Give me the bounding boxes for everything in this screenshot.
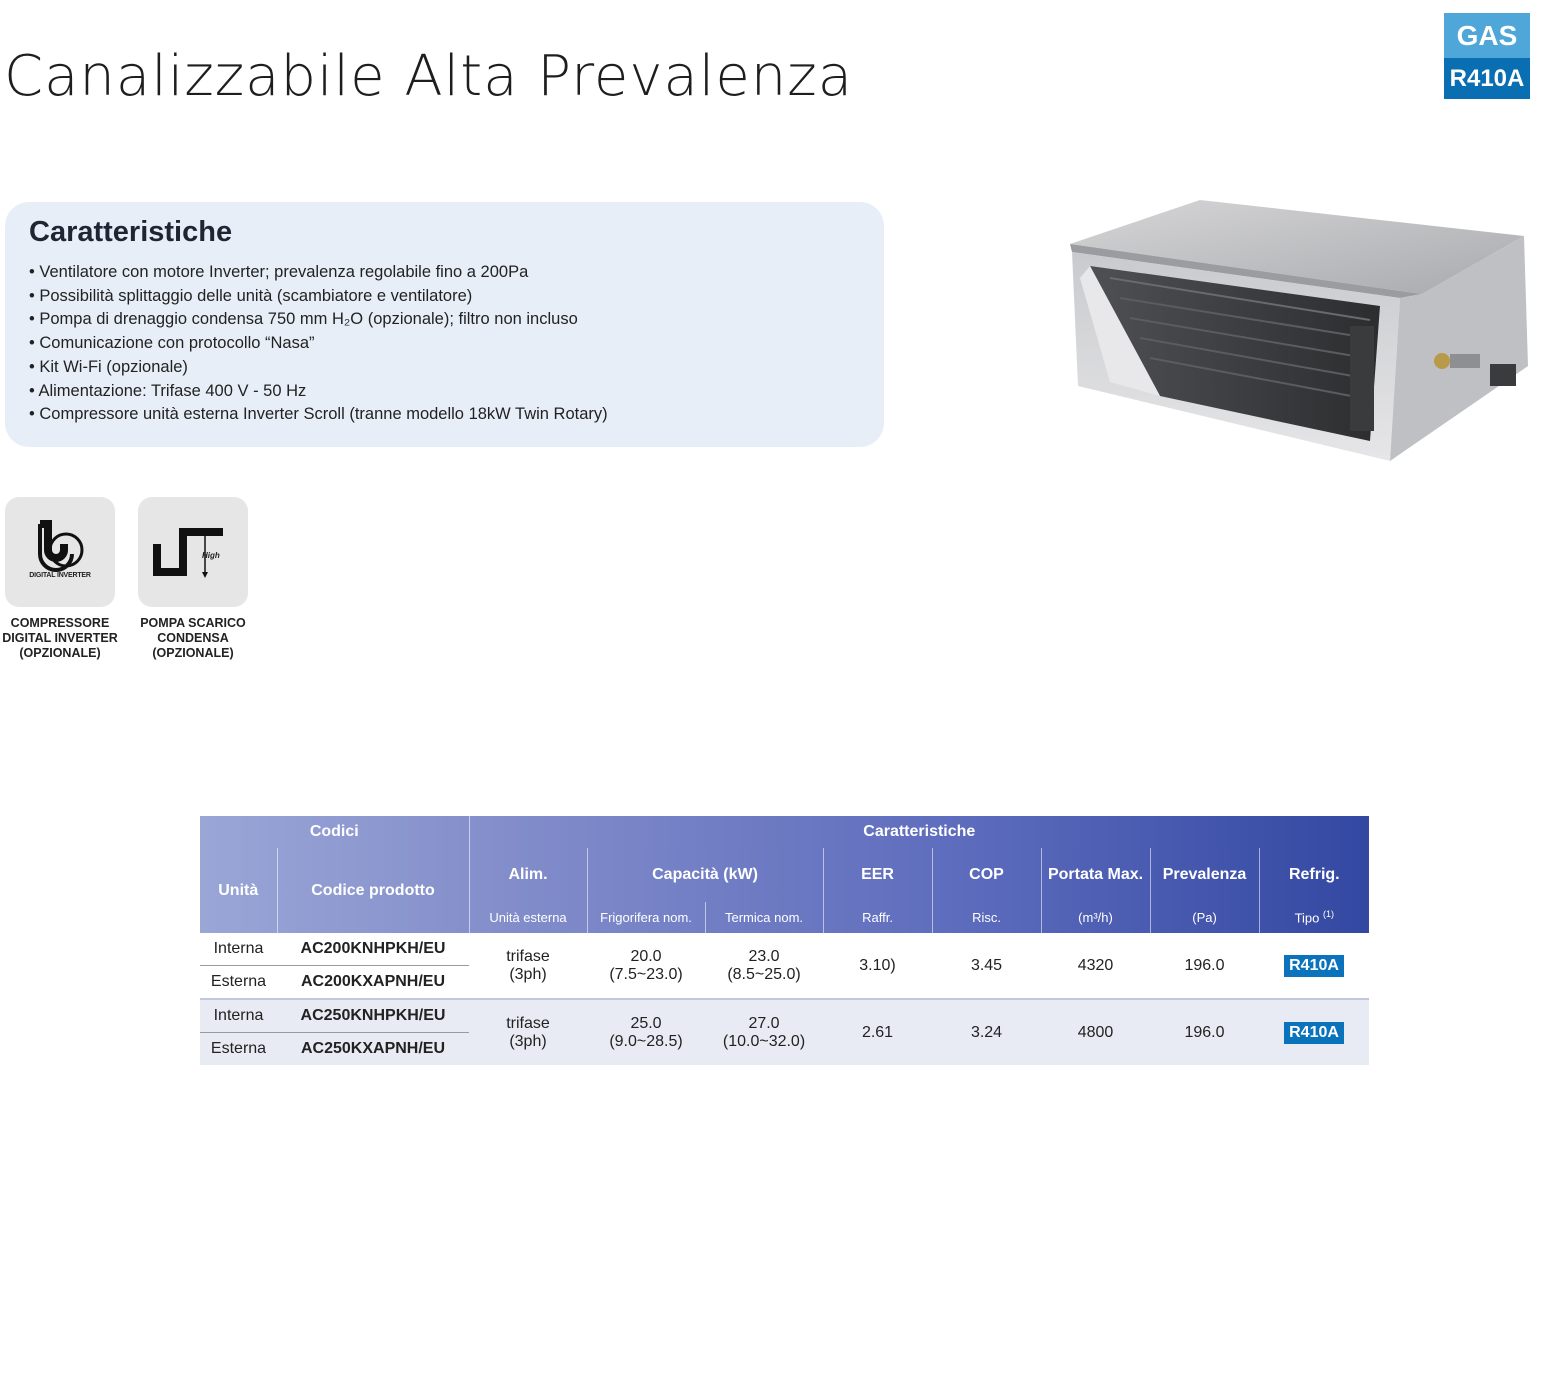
cop-value: 3.45 [932, 933, 1041, 999]
sub-refrigerant [1259, 902, 1369, 933]
feature-item: • Comunicazione con protocollo “Nasa” [29, 332, 860, 356]
heating-cell [705, 933, 823, 999]
cooling-cell [587, 933, 705, 999]
col-capacity: Capacità (kW) [587, 848, 823, 902]
heating-cell [705, 999, 823, 1065]
eer-value: 2.61 [823, 999, 932, 1065]
cop-value: 3.24 [932, 999, 1041, 1065]
heating-value: 27.0 [748, 1014, 780, 1032]
col-product-code: Codice prodotto [277, 848, 469, 933]
col-refrigerant: Refrig. [1259, 848, 1369, 902]
icon-caption: POMPA SCARICO CONDENSA (OPZIONALE) [140, 616, 246, 660]
refrigerant-label: R410A [1444, 58, 1530, 99]
pressure-value: 196.0 [1150, 933, 1259, 999]
power-cell [469, 933, 587, 999]
refrigerant-cell [1259, 999, 1369, 1065]
airflow-value: 4800 [1041, 999, 1150, 1065]
col-eer: EER [823, 848, 932, 902]
sub-pressure: (Pa) [1150, 902, 1259, 933]
table-row [200, 999, 1369, 1033]
feature-icon-card-drain-pump [138, 497, 248, 661]
product-code: AC250KXAPNH/EU [277, 1033, 469, 1066]
refrigerant-tag: R410A [1284, 955, 1344, 977]
gas-label: GAS [1444, 13, 1530, 58]
features-title: Caratteristiche [29, 216, 233, 248]
heating-range: (10.0~32.0) [722, 1032, 806, 1050]
group-header-codes: Codici [309, 823, 359, 840]
power-sub: (3ph) [509, 1032, 547, 1050]
power-value: trifase [506, 947, 550, 965]
cooling-cell [587, 999, 705, 1065]
gas-badge [1444, 13, 1530, 99]
icon-caption: COMPRESSORE DIGITAL INVERTER (OPZIONALE) [2, 616, 118, 660]
sub-heating: Termica nom. [705, 902, 823, 933]
heating-value: 23.0 [748, 947, 780, 965]
product-code: AC200KNHPKH/EU [277, 933, 469, 966]
airflow-value: 4320 [1041, 933, 1150, 999]
heating-range: (8.5~25.0) [727, 965, 801, 983]
drain-pump-high-icon [153, 522, 233, 582]
feature-item: • Compressore unità esterna Inverter Scroll (tranne modello 18kW Twin Rotary) [29, 403, 860, 427]
page-title: Canalizzabile Alta Prevalenza [4, 44, 854, 109]
features-panel [5, 202, 884, 447]
col-pressure: Prevalenza [1150, 848, 1259, 902]
unit-label: Interna [200, 933, 277, 966]
sub-power: Unità esterna [469, 902, 587, 933]
feature-item: • Possibilità splittaggio delle unità (scambiatore e ventilatore) [29, 285, 860, 309]
cooling-value: 25.0 [630, 1014, 662, 1032]
unit-label: Esterna [200, 1033, 277, 1066]
feature-icon-card-digital-inverter [2, 497, 118, 661]
spec-table [200, 816, 1369, 1065]
power-value: trifase [506, 1014, 550, 1032]
high-label: High [202, 551, 220, 560]
power-cell [469, 999, 587, 1065]
col-power: Alim. [469, 848, 587, 902]
feature-item: • Ventilatore con motore Inverter; prevalenza regolabile fino a 200Pa [29, 261, 860, 285]
cooling-range: (7.5~23.0) [609, 965, 683, 983]
feature-item: • Pompa di drenaggio condensa 750 mm H₂O (opzionale); filtro non incluso [29, 308, 860, 332]
group-header-features: Caratteristiche [469, 816, 1369, 848]
col-unit: Unità [218, 881, 259, 899]
sub-cooling: Frigorifera nom. [587, 902, 705, 933]
icon-tile [5, 497, 115, 607]
sub-airflow: (m³/h) [1041, 902, 1150, 933]
icon-tile [138, 497, 248, 607]
power-sub: (3ph) [509, 965, 547, 983]
product-code: AC250KNHPKH/EU [277, 999, 469, 1033]
feature-item: • Kit Wi-Fi (opzionale) [29, 356, 860, 380]
unit-label: Interna [200, 999, 277, 1033]
eer-value: 3.10) [823, 933, 932, 999]
pressure-value: 196.0 [1150, 999, 1259, 1065]
sub-refrigerant-label: Tipo [1294, 910, 1320, 926]
cooling-range: (9.0~28.5) [609, 1032, 683, 1050]
cooling-value: 20.0 [630, 947, 662, 965]
digital-inverter-icon [30, 516, 90, 576]
features-list [29, 261, 860, 427]
col-airflow: Portata Max. [1041, 848, 1150, 902]
refrigerant-cell [1259, 933, 1369, 999]
feature-item: • Alimentazione: Trifase 400 V - 50 Hz [29, 380, 860, 404]
col-cop: COP [932, 848, 1041, 902]
table-row [200, 933, 1369, 966]
digital-inverter-label: DIGITAL INVERTER [29, 572, 91, 579]
ducted-unit-image [1050, 186, 1532, 474]
footnote-marker: (1) [1323, 909, 1334, 920]
refrigerant-tag: R410A [1284, 1022, 1344, 1044]
sub-cop: Risc. [932, 902, 1041, 933]
sub-eer: Raffr. [823, 902, 932, 933]
product-code: AC200KXAPNH/EU [277, 966, 469, 1000]
unit-label: Esterna [200, 966, 277, 1000]
